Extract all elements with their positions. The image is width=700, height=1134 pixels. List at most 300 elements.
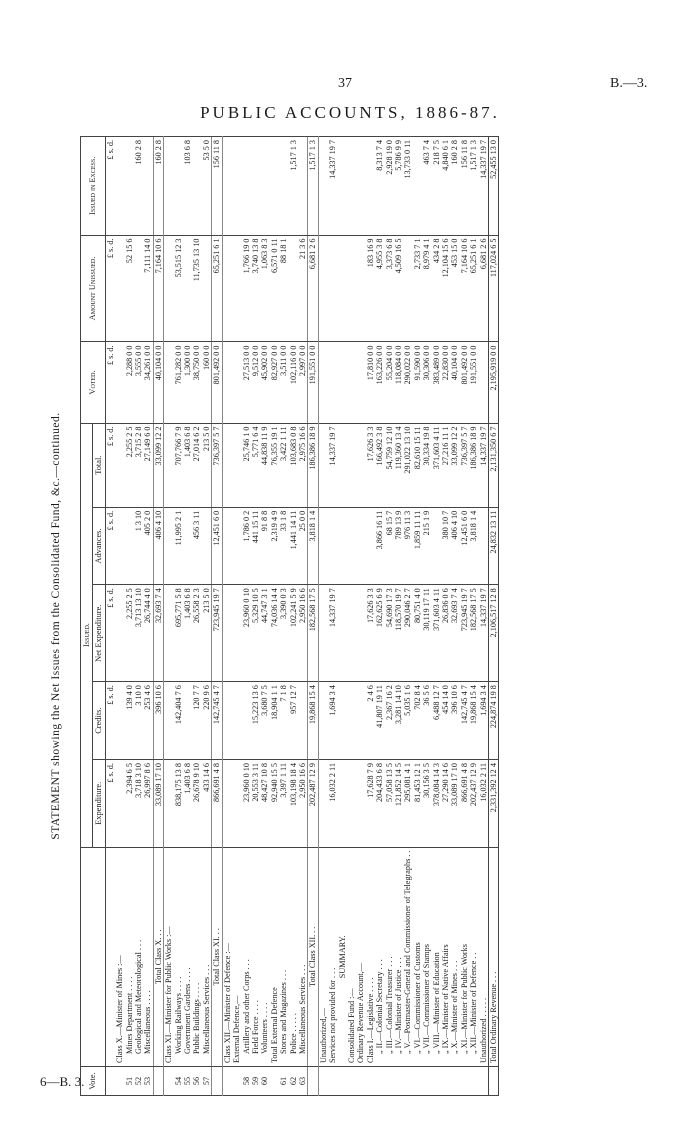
cell-voted	[222, 342, 232, 423]
row-label: Miscellaneous Services . . .	[298, 847, 308, 1066]
row-label: Class I.—Legislative . . . .	[366, 847, 375, 1066]
cell-voted: 290,022 0 0	[403, 342, 412, 423]
cell-net: 723,945 19 7	[460, 585, 469, 682]
cell-voted	[318, 342, 328, 423]
cell-exc	[356, 137, 365, 236]
row-label: Geological and Meteorological . . .	[134, 847, 143, 1066]
cell-unis	[338, 235, 347, 342]
row-label: „ IX.—Minister of Native Affairs	[441, 847, 450, 1066]
cell-exp: 103,198 18 4	[289, 760, 298, 847]
cell-cr: 15,223 13 6	[251, 682, 260, 760]
cell-unis: 7,164 10 6	[460, 235, 469, 342]
cell-cr: 957 12 7	[289, 682, 298, 760]
cell-net: 2,255 2 5	[125, 585, 134, 682]
cell-exp: 202,487 12 9	[308, 760, 318, 847]
row-label: Public Buildings . . . .	[192, 847, 201, 1066]
cell-cr	[347, 682, 356, 760]
cell-unis: 6,681 2 6	[308, 235, 318, 342]
cell-net	[347, 585, 356, 682]
cell-cr: 139 4 0	[125, 682, 134, 760]
cell-exc	[164, 137, 174, 236]
row-label: „ III.—Colonial Treasurer . . .	[385, 847, 394, 1066]
cell-tot: 2,255 2 5	[125, 423, 134, 507]
cell-exp: 48,427 10 8	[260, 760, 269, 847]
cell-exc: 14,337 19 7	[328, 137, 337, 236]
cell-adv	[222, 507, 232, 584]
vote-number: 52	[134, 1067, 143, 1096]
vote-number: 54	[174, 1067, 183, 1096]
cell-unis	[328, 235, 337, 342]
cell-voted: 34,261 0 0	[143, 342, 153, 423]
cell-exc: 1,517 1 3	[289, 137, 298, 236]
page-number: 37	[338, 76, 352, 91]
vote-number	[328, 1067, 337, 1096]
cell-adv	[347, 507, 356, 584]
cell-unis: 3,373 6 8	[385, 235, 394, 342]
cell-exp: 121,852 14 5	[394, 760, 403, 847]
cell-net: 695,771 5 8	[174, 585, 183, 682]
cell-net: 14,337 19 7	[328, 585, 337, 682]
cell-cr	[318, 682, 328, 760]
cell-adv	[232, 507, 241, 584]
cell-cr: 41,807 19 11	[375, 682, 384, 760]
cell-exp: 92,940 15 5	[270, 760, 279, 847]
cell-voted: 383,489 0 0	[432, 342, 441, 423]
row-label: „ IV.—Minister of Justice . . .	[394, 847, 403, 1066]
table-row	[469, 137, 478, 1096]
cell-cr: 142,404 7 6	[174, 682, 183, 760]
row-label: Class XI.—Minister for Public Works :—	[164, 847, 174, 1066]
cell-unis	[183, 235, 192, 342]
table-row	[394, 137, 403, 1096]
cell-exc: 52,455 13 0	[489, 137, 499, 236]
cell-tot	[115, 423, 124, 507]
vote-number	[308, 1067, 318, 1096]
cell-exc	[251, 137, 260, 236]
cell-exc	[270, 137, 279, 236]
cell-net: 32,693 7 4	[153, 585, 163, 682]
cell-voted: 40,104 0 0	[450, 342, 459, 423]
cell-voted: 3,555 0 0	[134, 342, 143, 423]
cell-tot: 14,337 19 7	[479, 423, 489, 507]
cell-exc	[222, 137, 232, 236]
cell-tot	[356, 423, 365, 507]
cell-net	[115, 585, 124, 682]
cell-net: 162,625 6 9	[375, 585, 384, 682]
cell-cr: 2,367 16 2	[385, 682, 394, 760]
cell-cr: 36 5 6	[422, 682, 431, 760]
vote-number: 51	[125, 1067, 134, 1096]
cell-exc: 8,313 7 4	[375, 137, 384, 236]
vote-number: 55	[183, 1067, 192, 1096]
row-label: Class XII.—Minister of Defence :—	[222, 847, 232, 1066]
cell-unis: 453 15 0	[450, 235, 459, 342]
cell-adv: 33 1 8	[279, 507, 288, 584]
cell-voted: 2,288 0 0	[125, 342, 134, 423]
row-label: Miscellaneous . . . .	[143, 847, 153, 1066]
units-tot: £ s. d.	[105, 423, 115, 507]
cell-tot: 291,022 13 10	[403, 423, 412, 507]
units-excess: £ s. d.	[105, 137, 115, 236]
units-net: £ s. d.	[105, 585, 115, 682]
cell-voted: 118,084 0 0	[394, 342, 403, 423]
cell-exc	[366, 137, 375, 236]
cell-exp: 20,553 3 11	[251, 760, 260, 847]
vote-number: 60	[260, 1067, 269, 1096]
cell-exc: 103 6 8	[183, 137, 192, 236]
cell-exc: 1,517 1 3	[469, 137, 478, 236]
vote-number	[356, 1067, 365, 1096]
row-label: „ V.—Postmaster-General and Commissioner of Telegraphs . .	[403, 847, 412, 1066]
cell-unis: 117,024 6 5	[489, 235, 499, 342]
cell-adv	[328, 507, 337, 584]
cell-exc: 14,337 19 7	[479, 137, 489, 236]
cell-exc	[242, 137, 251, 236]
cell-cr	[183, 682, 192, 760]
cell-tot: 76,355 19 1	[270, 423, 279, 507]
cell-unis	[134, 235, 143, 342]
vote-number	[212, 1067, 222, 1096]
table-row	[338, 137, 347, 1096]
cell-unis: 7,111 14 0	[143, 235, 153, 342]
cell-net: 102,241 5 9	[289, 585, 298, 682]
vote-number: 57	[202, 1067, 212, 1096]
table-row	[328, 137, 337, 1096]
cell-adv: 456 3 11	[192, 507, 201, 584]
cell-exp: 33,089 17 10	[450, 760, 459, 847]
cell-exp: 3,718 3 10	[134, 760, 143, 847]
cell-exc: 5,786 9 9	[394, 137, 403, 236]
row-label: „ VI.—Commissioner of Customs	[413, 847, 422, 1066]
cell-unis: 53,515 12 3	[174, 235, 183, 342]
vote-number: 53	[143, 1067, 153, 1096]
cell-net: 23,960 0 10	[242, 585, 251, 682]
cell-unis	[289, 235, 298, 342]
table-row	[375, 137, 384, 1096]
cell-voted	[338, 342, 347, 423]
cell-tot: 186,386 18 9	[308, 423, 318, 507]
cell-exc	[413, 137, 422, 236]
vote-number	[413, 1067, 422, 1096]
table-row	[143, 137, 153, 1096]
cell-adv: 406 4 10	[153, 507, 163, 584]
cell-exp: 26,678 9 10	[192, 760, 201, 847]
cell-net	[222, 585, 232, 682]
cell-tot: 14,337 19 7	[328, 423, 337, 507]
cell-adv: 406 4 10	[450, 507, 459, 584]
cell-unis: 3,740 13 8	[251, 235, 260, 342]
vote-number	[347, 1067, 356, 1096]
cell-voted	[347, 342, 356, 423]
cell-net	[232, 585, 241, 682]
row-label: Volunteers . . . .	[260, 847, 269, 1066]
cell-tot: 3,715 2 8	[134, 423, 143, 507]
table-row	[279, 137, 288, 1096]
cell-tot: 27,149 6 0	[143, 423, 153, 507]
cell-exc: 160 2 8	[153, 137, 163, 236]
vote-number	[441, 1067, 450, 1096]
cell-exp	[338, 760, 347, 847]
cell-tot	[222, 423, 232, 507]
cell-adv: 3,818 1 4	[469, 507, 478, 584]
cell-tot	[347, 423, 356, 507]
page-title: PUBLIC ACCOUNTS, 1886-87.	[200, 103, 500, 122]
cell-exc	[338, 137, 347, 236]
net-issues-table	[80, 136, 499, 1096]
cell-net: 54,690 17 3	[385, 585, 394, 682]
cell-adv: 976 11 3	[403, 507, 412, 584]
table-row	[489, 137, 499, 1096]
row-label: SUMMARY.	[338, 847, 347, 1066]
row-label: Total Class XII. . .	[308, 847, 318, 1066]
cell-exc	[125, 137, 134, 236]
cell-adv: 3,866 16 11	[375, 507, 384, 584]
table-row	[174, 137, 183, 1096]
cell-exp: 838,175 13 8	[174, 760, 183, 847]
vote-number	[232, 1067, 241, 1096]
cell-net: 80,751 4 0	[413, 585, 422, 682]
cell-voted: 3,511 0 0	[279, 342, 288, 423]
cell-exp: 2,394 6 5	[125, 760, 134, 847]
cell-exp: 866,691 4 8	[212, 760, 222, 847]
cell-unis	[232, 235, 241, 342]
cell-exp	[222, 760, 232, 847]
cell-adv: 215 1 9	[422, 507, 431, 584]
cell-exc	[298, 137, 308, 236]
cell-tot: 736,397 5 7	[212, 423, 222, 507]
vote-number: 58	[242, 1067, 251, 1096]
table-row	[308, 137, 318, 1096]
cell-net: 44,747 3 1	[260, 585, 269, 682]
cell-exp	[115, 760, 124, 847]
cell-adv: 789 13 9	[394, 507, 403, 584]
row-label: Total Ordinary Revenue . . .	[489, 847, 499, 1066]
cell-tot: 82,610 15 11	[413, 423, 422, 507]
cell-unis	[164, 235, 174, 342]
table-row	[115, 137, 124, 1096]
vote-number	[318, 1067, 328, 1096]
cell-unis: 11,735 13 10	[192, 235, 201, 342]
cell-net: 26,744 4 0	[143, 585, 153, 682]
cell-voted	[232, 342, 241, 423]
units-voted: £ s. d.	[105, 342, 115, 423]
col-net-expenditure: Net Expenditure.	[93, 585, 105, 682]
vote-number	[375, 1067, 384, 1096]
cell-cr	[338, 682, 347, 760]
table-row	[347, 137, 356, 1096]
cell-cr: 702 8 4	[413, 682, 422, 760]
cell-unis: 65,251 6 1	[469, 235, 478, 342]
cell-exc	[115, 137, 124, 236]
cell-net: 74,036 14 4	[270, 585, 279, 682]
cell-exp: 57,058 13 5	[385, 760, 394, 847]
cell-adv	[366, 507, 375, 584]
cell-cr	[356, 682, 365, 760]
cell-unis: 6,681 2 6	[479, 235, 489, 342]
cell-exc: 156 11 8	[212, 137, 222, 236]
row-label: Miscellaneous Services . . .	[202, 847, 212, 1066]
col-credits: Credits.	[93, 682, 105, 760]
cell-voted: 102,116 0 0	[289, 342, 298, 423]
units-vote	[105, 1067, 115, 1096]
row-label: Ordinary Revenue Account,—	[356, 847, 365, 1066]
cell-cr: 120 7 7	[192, 682, 201, 760]
table-row	[125, 137, 134, 1096]
cell-net: 26,558 2 3	[192, 585, 201, 682]
cell-exc	[347, 137, 356, 236]
units-exp: £ s. d.	[105, 760, 115, 847]
cell-cr: 142,745 4 7	[460, 682, 469, 760]
cell-tot	[318, 423, 328, 507]
cell-exc	[192, 137, 201, 236]
cell-voted: 191,551 0 0	[469, 342, 478, 423]
cell-tot: 27,216 11 1	[441, 423, 450, 507]
cell-voted: 160 0 0	[202, 342, 212, 423]
cell-cr	[298, 682, 308, 760]
cell-adv: 3,818 1 4	[308, 507, 318, 584]
col-unissued: Amount Unissued.	[81, 235, 106, 342]
table-row	[153, 137, 163, 1096]
cell-voted: 55,204 0 0	[385, 342, 394, 423]
cell-cr: 1,694 3 4	[328, 682, 337, 760]
table-row	[432, 137, 441, 1096]
cell-exp: 204,433 6 8	[375, 760, 384, 847]
table-row	[164, 137, 174, 1096]
row-label: Mines Department . . . .	[125, 847, 134, 1066]
cell-net: 2,950 16 6	[298, 585, 308, 682]
row-label: Stores and Magazines . . .	[279, 847, 288, 1066]
vote-number	[403, 1067, 412, 1096]
document-reference: B.—3.	[610, 76, 648, 91]
vote-number	[450, 1067, 459, 1096]
table-row	[183, 137, 192, 1096]
cell-adv: 380 10 7	[441, 507, 450, 584]
cell-adv: 1,441 14 11	[289, 507, 298, 584]
cell-adv	[479, 507, 489, 584]
cell-exp: 202,437 12 9	[469, 760, 478, 847]
cell-tot: 54,759 12 10	[385, 423, 394, 507]
cell-cr: 396 10 6	[153, 682, 163, 760]
table-row	[192, 137, 201, 1096]
cell-net	[318, 585, 328, 682]
table-row	[222, 137, 232, 1096]
cell-tot: 166,492 3 8	[375, 423, 384, 507]
cell-adv: 2,319 4 9	[270, 507, 279, 584]
cell-cr: 7 1 8	[279, 682, 288, 760]
cell-unis	[356, 235, 365, 342]
cell-voted: 1,300 0 0	[183, 342, 192, 423]
cell-net	[164, 585, 174, 682]
cell-exp	[318, 760, 328, 847]
row-label: Class X.—Minister of Mines :—	[115, 847, 124, 1066]
cell-adv	[183, 507, 192, 584]
row-label: Working Railways . . . .	[174, 847, 183, 1066]
cell-voted: 801,492 0 0	[212, 342, 222, 423]
cell-exc: 1,517 1 3	[308, 137, 318, 236]
col-vote: Vote.	[81, 1067, 106, 1096]
cell-exp: 16,032 2 11	[328, 760, 337, 847]
table-row	[356, 137, 365, 1096]
cell-exp: 27,290 14 6	[441, 760, 450, 847]
cell-adv	[115, 507, 124, 584]
cell-exp	[232, 760, 241, 847]
cell-exc: 218 7 5	[432, 137, 441, 236]
table-row	[270, 137, 279, 1096]
cell-exc: 156 11 8	[460, 137, 469, 236]
cell-exc: 4,840 6 1	[441, 137, 450, 236]
cell-tot: 119,360 13 4	[394, 423, 403, 507]
cell-exc: 2,928 19 0	[385, 137, 394, 236]
cell-cr: 5,035 1 6	[403, 682, 412, 760]
cell-net: 723,945 19 7	[212, 585, 222, 682]
vote-number	[222, 1067, 232, 1096]
vote-number: 59	[251, 1067, 260, 1096]
table-row	[251, 137, 260, 1096]
col-expenditure: Expenditure.	[93, 760, 105, 847]
vote-number	[479, 1067, 489, 1096]
cell-exc: 53 5 0	[202, 137, 212, 236]
cell-adv	[356, 507, 365, 584]
cell-unis	[222, 235, 232, 342]
table-row	[441, 137, 450, 1096]
cell-exc	[279, 137, 288, 236]
cell-voted: 761,282 0 0	[174, 342, 183, 423]
cell-voted: 2,195,919 0 0	[489, 342, 499, 423]
vote-number: 56	[192, 1067, 201, 1096]
cell-unis: 183 16 9	[366, 235, 375, 342]
vote-number	[432, 1067, 441, 1096]
cell-adv: 1 3 10	[134, 507, 143, 584]
cell-net: 14,337 19 7	[479, 585, 489, 682]
cell-net: 3,390 0 3	[279, 585, 288, 682]
vote-number: 61	[279, 1067, 288, 1096]
cell-tot: 17,626 3 3	[366, 423, 375, 507]
cell-tot: 30,334 19 8	[422, 423, 431, 507]
cell-tot: 44,838 11 9	[260, 423, 269, 507]
cell-tot: 33,099 12 2	[450, 423, 459, 507]
cell-exp: 16,032 2 11	[479, 760, 489, 847]
cell-adv: 91 8 8	[260, 507, 269, 584]
cell-voted	[328, 342, 337, 423]
vote-number	[366, 1067, 375, 1096]
cell-voted: 22,830 0 0	[441, 342, 450, 423]
cell-exc	[260, 137, 269, 236]
cell-unis: 1,766 19 0	[242, 235, 251, 342]
footer-signature: 6—B. 3.	[40, 1074, 85, 1089]
cell-voted: 82,927 0 0	[270, 342, 279, 423]
col-voted: Voted.	[81, 342, 106, 423]
cell-voted: 91,590 0 0	[413, 342, 422, 423]
table-row	[298, 137, 308, 1096]
cell-adv: 405 2 0	[143, 507, 153, 584]
cell-tot	[232, 423, 241, 507]
cell-tot: 213 5 0	[202, 423, 212, 507]
cell-exp: 17,628 7 9	[366, 760, 375, 847]
cell-net: 17,626 3 3	[366, 585, 375, 682]
cell-cr	[115, 682, 124, 760]
cell-tot	[338, 423, 347, 507]
cell-unis: 21 3 6	[298, 235, 308, 342]
cell-voted: 27,513 0 0	[242, 342, 251, 423]
cell-exc: 463 7 4	[422, 137, 431, 236]
cell-net: 1,403 6 8	[183, 585, 192, 682]
cell-unis	[403, 235, 412, 342]
cell-unis	[347, 235, 356, 342]
vote-number	[460, 1067, 469, 1096]
row-label: „ VIII.—Minister of Education	[432, 847, 441, 1066]
vote-number	[394, 1067, 403, 1096]
cell-tot: 103,683 0 8	[289, 423, 298, 507]
